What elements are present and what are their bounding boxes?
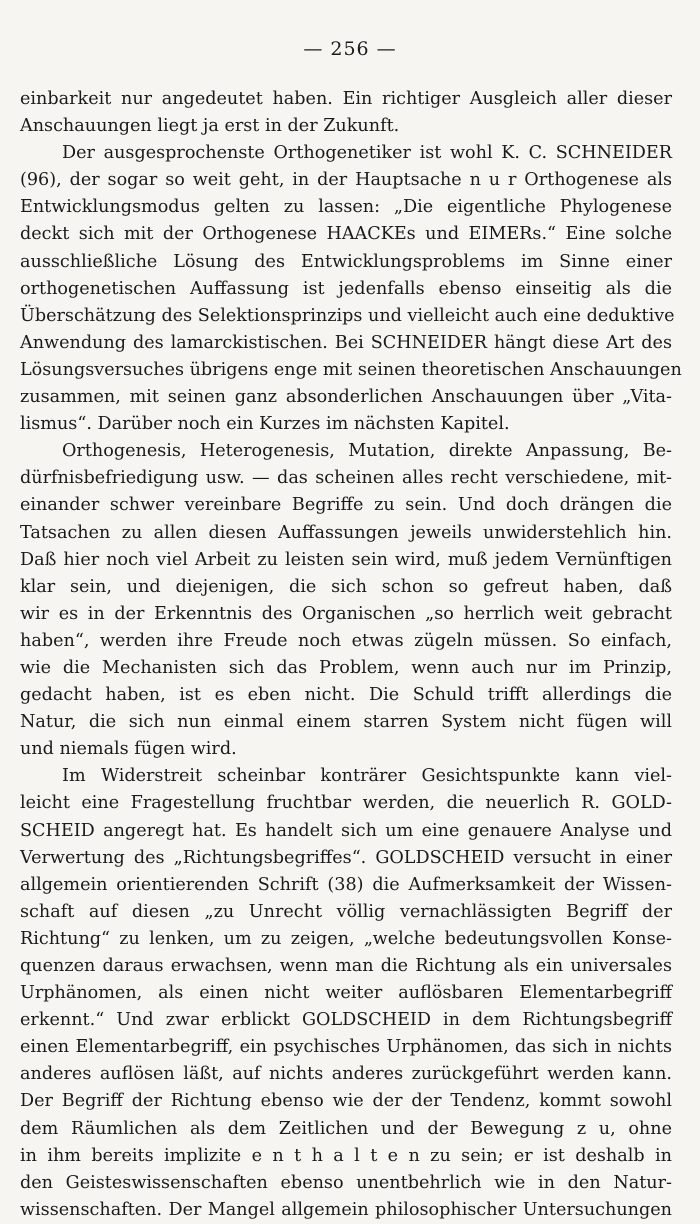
- text-line: Anwendung des lamarckistischen. Bei SCHNEIDER hängt diese Art des: [20, 332, 672, 353]
- text-line: deckt sich mit der Orthogenese HAACKEs und EIMERs.“ Eine solche: [20, 224, 672, 245]
- text-line: Orthogenesis, Heterogenesis, Mutation, direkte Anpassung, Be-: [62, 441, 672, 462]
- text-line: schaft auf diesen „zu Unrecht völlig vernachlässigten Begriff der: [20, 901, 672, 922]
- text-line: orthogenetischen Auffassung ist jedenfalls ebenso einseitig als die: [20, 278, 672, 299]
- text-line: wir es in der Erkenntnis des Organischen „so herrlich weit gebracht: [20, 603, 672, 624]
- text-line: Der Begriff der Richtung ebenso wie der der Tendenz, kommt sowohl: [20, 1091, 672, 1112]
- text-line: Daß hier noch viel Arbeit zu leisten sein wird, muß jedem Vernünftigen: [20, 549, 672, 570]
- text-line: haben“, werden ihre Freude noch etwas zügeln müssen. So einfach,: [20, 630, 672, 651]
- text-line: lismus“. Darüber noch ein Kurzes im nächsten Kapitel.: [20, 414, 510, 435]
- page-number: — 256 —: [303, 38, 397, 60]
- text-line: gedacht haben, ist es eben nicht. Die Schuld trifft allerdings die: [20, 685, 672, 706]
- text-line: und niemals fügen wird.: [20, 739, 237, 760]
- text-line: leicht eine Fragestellung fruchtbar werden, die neuerlich R. GOLD-: [20, 793, 672, 814]
- text-line: wissenschaften. Der Mangel allgemein philosophischer Untersuchungen: [20, 1199, 672, 1220]
- text-line: ausschließliche Lösung des Entwicklungsproblems im Sinne einer: [20, 251, 672, 272]
- text-line: SCHEID angeregt hat. Es handelt sich um eine genauere Analyse und: [20, 820, 672, 841]
- text-line: Tatsachen zu allen diesen Auffassungen jeweils unwiderstehlich hin.: [20, 522, 672, 543]
- text-line: Urphänomen, als einen nicht weiter auflösbaren Elementarbegriff: [20, 983, 672, 1004]
- text-line: den Geisteswissenschaften ebenso unentbehrlich wie in den Natur-: [20, 1172, 672, 1193]
- text-line: Verwertung des „Richtungsbegriffes“. GOLDSCHEID versucht in einer: [20, 847, 672, 868]
- text-line: zusammen, mit seinen ganz absonderlichen Anschauungen über „Vita-: [20, 387, 672, 408]
- text-line: erkennt.“ Und zwar erblickt GOLDSCHEID in dem Richtungsbegriff: [20, 1010, 672, 1031]
- text-line: in ihm bereits implizite e n t h a l t e n zu sein; er ist deshalb in: [20, 1145, 672, 1166]
- text-line: dem Räumlichen als dem Zeitlichen und der Bewegung z u, ohne: [20, 1118, 672, 1139]
- text-line: Der ausgesprochenste Orthogenetiker ist wohl K. C. SCHNEIDER: [62, 143, 672, 164]
- text-line: einander schwer vereinbare Begriffe zu sein. Und doch drängen die: [20, 495, 672, 516]
- text-line: klar sein, und diejenigen, die sich schon so gefreut haben, daß: [20, 576, 672, 597]
- body-text: [20, 86, 682, 1224]
- text-line: Richtung“ zu lenken, um zu zeigen, „welche bedeutungsvollen Konse-: [20, 928, 672, 949]
- text-line: dürfnisbefriedigung usw. — das scheinen alles recht verschiedene, mit-: [20, 468, 672, 489]
- text-line: Im Widerstreit scheinbar konträrer Gesichtspunkte kann viel-: [62, 766, 672, 787]
- text-line: Anschauungen liegt ja erst in der Zukunft.: [20, 116, 400, 137]
- text-line: Entwicklungsmodus gelten zu lassen: „Die eigentliche Phylogenese: [20, 197, 672, 218]
- text-line: einen Elementarbegriff, ein psychisches Urphänomen, das sich in nichts: [20, 1037, 672, 1058]
- text-line: Natur, die sich nun einmal einem starren System nicht fügen will: [20, 712, 672, 733]
- text-line: anderes auflösen läßt, auf nichts anderes zurückgeführt werden kann.: [20, 1064, 672, 1085]
- text-line: quenzen daraus erwachsen, wenn man die Richtung als ein universales: [20, 956, 672, 976]
- text-line: wie die Mechanisten sich das Problem, wenn auch nur im Prinzip,: [20, 657, 672, 678]
- text-line: Lösungsversuches übrigens enge mit seinen theoretischen Anschauungen: [20, 359, 682, 380]
- text-line: Überschätzung des Selektionsprinzips und vielleicht auch eine deduktive: [20, 305, 675, 326]
- text-line: einbarkeit nur angedeutet haben. Ein richtiger Ausgleich aller dieser: [20, 89, 672, 109]
- text-line: (96), der sogar so weit geht, in der Hauptsache n u r Orthogenese als: [20, 170, 672, 191]
- text-line: allgemein orientierenden Schrift (38) die Aufmerksamkeit der Wissen-: [20, 874, 672, 895]
